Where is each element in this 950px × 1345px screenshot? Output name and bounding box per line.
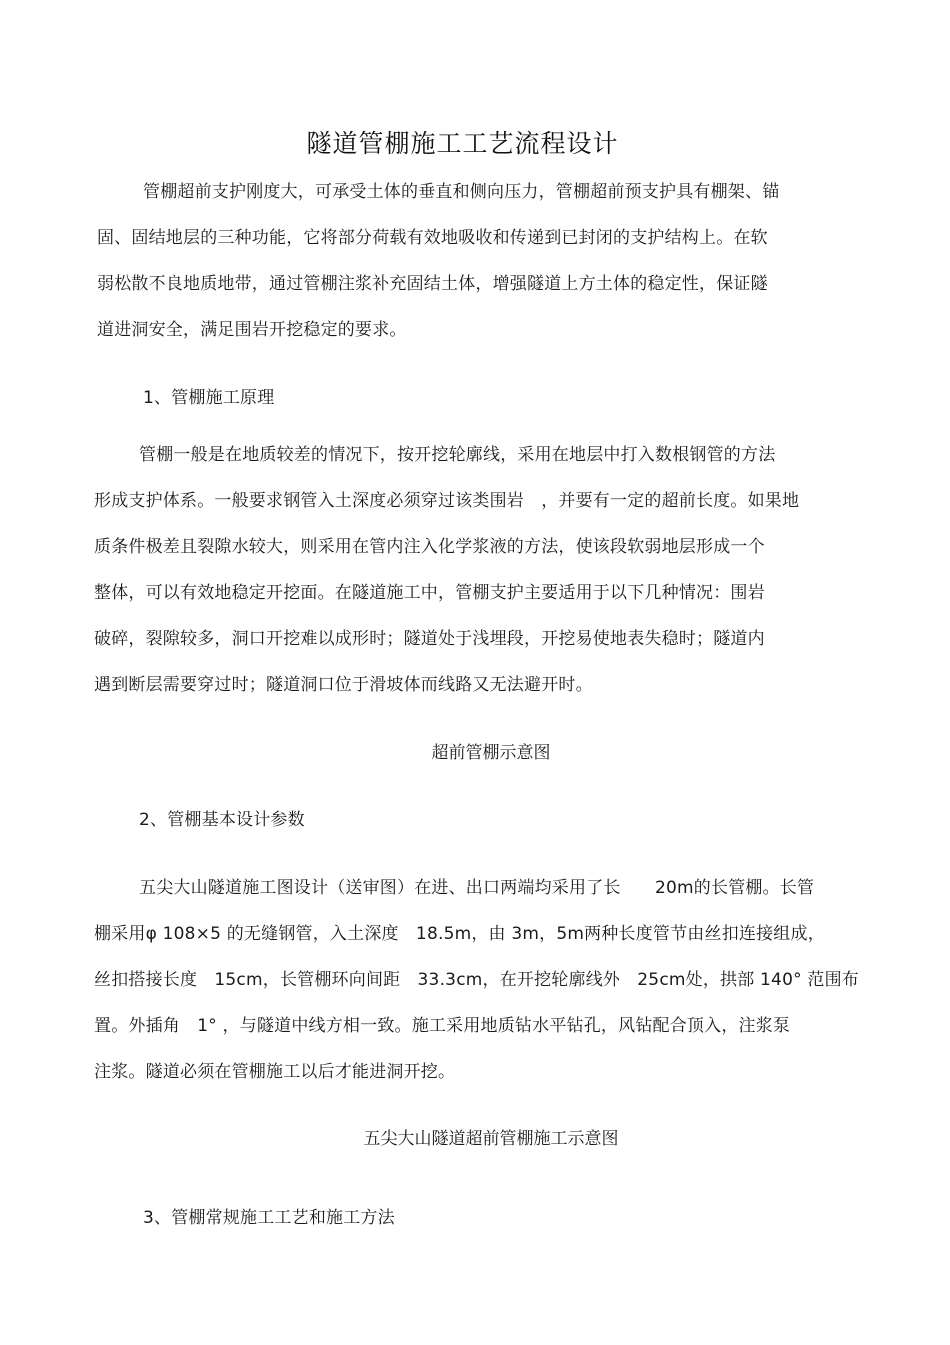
paragraph-line: 注浆。隧道必须在管棚施工以后才能进洞开挖。 bbox=[94, 1062, 456, 1082]
paragraph-line: 形成支护体系。一般要求钢管入土深度必须穿过该类围岩 ，并要有一定的超前长度。如果地 bbox=[94, 491, 800, 511]
paragraph-line: 五尖大山隧道施工图设计（送审图）在进、出口两端均采用了长 20m的长管棚。长管 bbox=[139, 878, 815, 898]
document-title: 隧道管棚施工工艺流程设计 bbox=[306, 129, 619, 158]
intro-line: 管棚超前支护刚度大，可承受土体的垂直和侧向压力，管棚超前预支护具有棚架、锚 bbox=[143, 182, 780, 202]
paragraph-line: 质条件极差且裂隙水较大，则采用在管内注入化学浆液的方法，使该段软弱地层形成一个 bbox=[94, 537, 765, 557]
intro-line: 道进洞安全，满足围岩开挖稳定的要求。 bbox=[97, 320, 407, 340]
paragraph-line: 丝扣搭接长度 15cm，长管棚环向间距 33.3cm，在开挖轮廓线外 25cm处，拱部 140° 范围布 bbox=[94, 970, 859, 990]
section-heading-1: 1、管棚施工原理 bbox=[143, 388, 275, 408]
paragraph-line: 遇到断层需要穿过时；隧道洞口位于滑坡体而线路又无法避开时。 bbox=[94, 675, 593, 695]
section-heading-3: 3、管棚常规施工工艺和施工方法 bbox=[143, 1208, 395, 1228]
paragraph-line: 破碎，裂隙较多，洞口开挖难以成形时；隧道处于浅埋段，开挖易使地表失稳时；隧道内 bbox=[94, 629, 765, 649]
paragraph-line: 管棚一般是在地质较差的情况下，按开挖轮廓线，采用在地层中打入数根钢管的方法 bbox=[139, 445, 776, 465]
paragraph-line: 整体，可以有效地稳定开挖面。在隧道施工中，管棚支护主要适用于以下几种情况：围岩 bbox=[94, 583, 765, 603]
section-heading-2: 2、管棚基本设计参数 bbox=[139, 810, 305, 830]
figure-caption: 五尖大山隧道超前管棚施工示意图 bbox=[363, 1129, 619, 1149]
paragraph-line: 棚采用φ 108×5 的无缝钢管，入土深度 18.5m，由 3m，5m两种长度管节由丝扣连接组成， bbox=[94, 924, 825, 944]
paragraph-line: 置。外插角 1° ，与隧道中线方相一致。施工采用地质钻水平钻孔，风钻配合顶入，注浆泵 bbox=[94, 1016, 791, 1036]
figure-caption: 超前管棚示意图 bbox=[431, 743, 551, 763]
intro-line: 固、固结地层的三种功能，它将部分荷载有效地吸收和传递到已封闭的支护结构上。在软 bbox=[97, 228, 768, 248]
intro-line: 弱松散不良地质地带，通过管棚注浆补充固结土体，增强隧道上方土体的稳定性，保证隧 bbox=[97, 274, 768, 294]
